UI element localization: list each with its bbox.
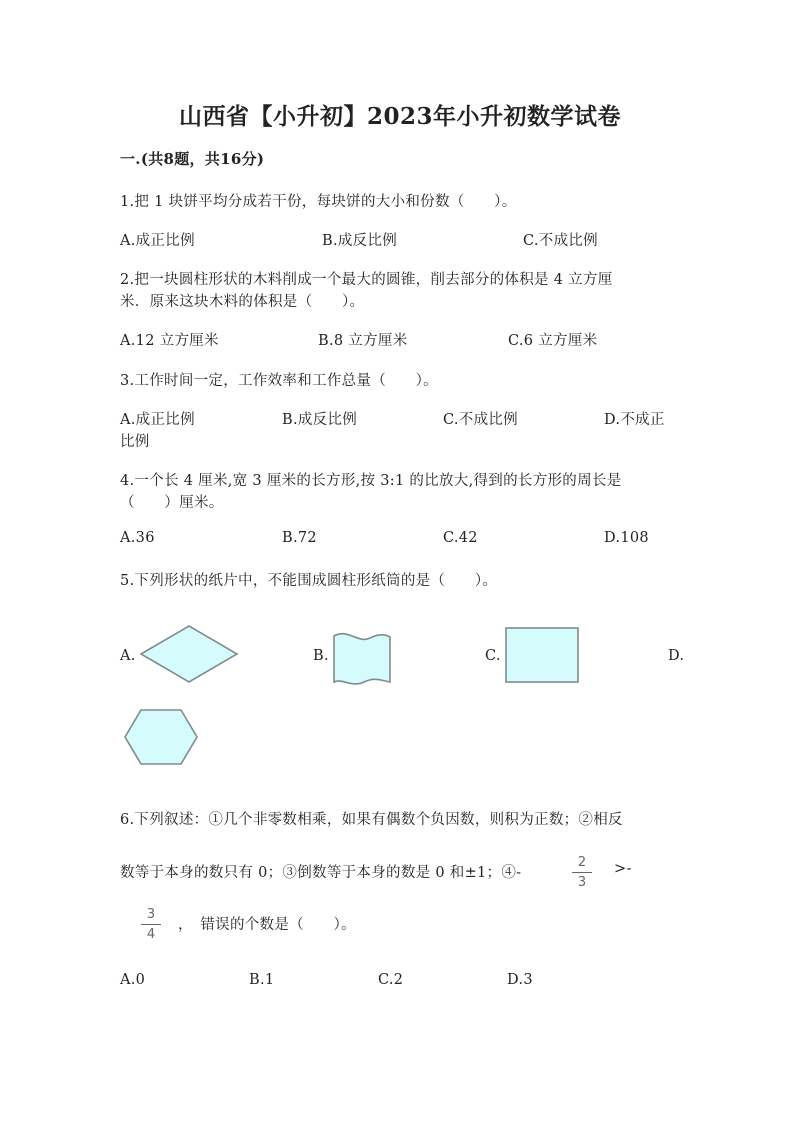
question-6-line2-b: >- — [614, 861, 632, 877]
exam-title: 山西省【小升初】2023年小升初数学试卷 — [178, 103, 621, 130]
question-3-option-c: C.不成比例 — [443, 412, 518, 428]
question-4-option-c: C.42 — [443, 530, 478, 546]
question-6-option-a: A.0 — [120, 972, 146, 988]
question-5-option-d-label: D. — [668, 648, 685, 664]
question-6-line2-a: 数等于本身的数只有 0；③倒数等于本身的数是 0 和±1；④- — [120, 865, 522, 881]
section-heading: 一.(共8题，共16分) — [120, 150, 265, 168]
question-2-stem-line1: 2.把一块圆柱形状的木料削成一个最大的圆锥，削去部分的体积是 4 立方厘 — [120, 272, 613, 288]
question-1-stem: 1.把 1 块饼平均分成若干份，每块饼的大小和份数（ ）。 — [120, 194, 517, 210]
fraction-denominator: 4 — [146, 927, 156, 942]
question-3-option-d-wrap: 比例 — [120, 434, 150, 450]
question-4-option-d: D.108 — [604, 530, 649, 546]
question-3-stem: 3.工作时间一定，工作效率和工作总量（ ）。 — [120, 373, 438, 389]
question-1-option-a: A.成正比例 — [120, 233, 195, 249]
question-6-option-d: D.3 — [507, 972, 533, 988]
question-6-option-c: C.2 — [378, 972, 404, 988]
wave-banner-shape — [330, 630, 394, 686]
fraction-bar — [572, 872, 592, 873]
fraction-three-quarters — [141, 907, 161, 942]
fraction-numerator: 3 — [146, 907, 156, 922]
question-6-line1: 6.下列叙述：①几个非零数相乘，如果有偶数个负因数，则积为正数；②相反 — [120, 812, 623, 828]
hexagon-shape — [123, 708, 199, 766]
question-1-option-b: B.成反比例 — [322, 233, 398, 249]
rhombus-shape — [138, 624, 240, 684]
question-5-option-c-label: C. — [485, 648, 501, 664]
question-4-option-b: B.72 — [282, 530, 317, 546]
question-3-option-b: B.成反比例 — [282, 412, 358, 428]
question-3-option-a: A.成正比例 — [120, 412, 195, 428]
question-2-stem-line2: 米．原来这块木料的体积是（ ）。 — [120, 294, 365, 310]
question-4-stem-line1: 4.一个长 4 厘米,宽 3 厘米的长方形,按 3:1 的比放大,得到的长方形的周长是 — [120, 473, 622, 489]
question-2-option-b: B.8 立方厘米 — [318, 333, 408, 349]
question-5-option-a-label: A. — [120, 648, 136, 664]
question-2-option-a: A.12 立方厘米 — [120, 333, 219, 349]
question-4-stem-line2: （ ）厘米。 — [120, 495, 224, 511]
fraction-numerator: 2 — [577, 855, 587, 870]
question-4-option-a: A.36 — [120, 530, 155, 546]
fraction-denominator: 3 — [577, 875, 587, 890]
rectangle-shape — [504, 626, 580, 684]
fraction-two-thirds — [572, 855, 592, 890]
question-6-line3: ， 错误的个数是（ ）。 — [178, 917, 356, 933]
question-3-option-d: D.不成正 — [604, 412, 665, 428]
question-6-option-b: B.1 — [249, 972, 275, 988]
question-5-stem: 5.下列形状的纸片中，不能围成圆柱形纸筒的是（ ）。 — [120, 573, 498, 589]
question-5-option-b-label: B. — [313, 648, 329, 664]
question-1-option-c: C.不成比例 — [523, 233, 598, 249]
fraction-bar — [141, 924, 161, 925]
question-2-option-c: C.6 立方厘米 — [508, 333, 598, 349]
